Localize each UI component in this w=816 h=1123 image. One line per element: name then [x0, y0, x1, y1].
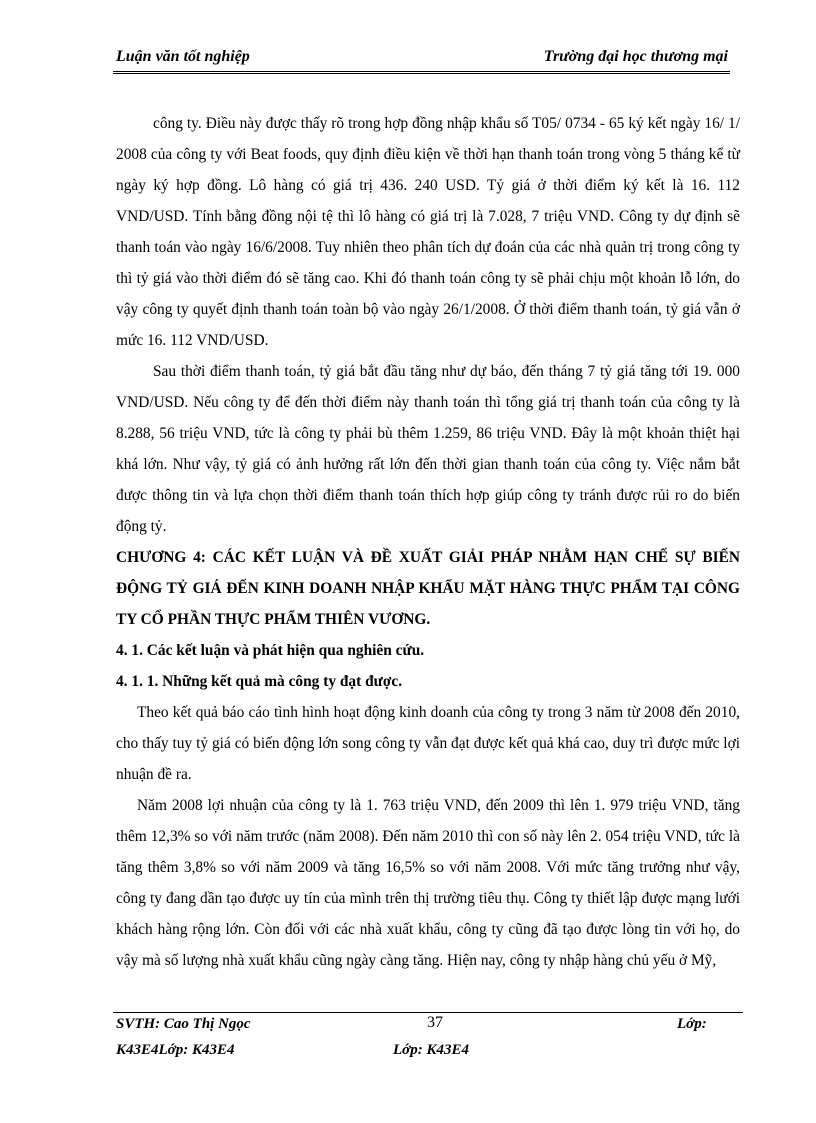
footer-divider [113, 1012, 743, 1013]
header-university: Trường đại học thương mại [543, 48, 728, 65]
section-heading-4-1: 4. 1. Các kết luận và phát hiện qua nghiên cứu. [116, 642, 425, 659]
header-thesis-title: Luận văn tốt nghiệp [116, 48, 250, 65]
footer-class-label: Lớp: [677, 1016, 707, 1032]
page-body [116, 108, 740, 976]
header-divider [113, 71, 730, 74]
page-number: 37 [427, 1014, 443, 1031]
footer-class-line: K43E4Lớp: K43E4 [116, 1042, 235, 1058]
paragraph-profit-growth: Năm 2008 lợi nhuận của công ty là 1. 763 triệu VND, đến 2009 thì lên 1. 979 triệu VND, tăng thêm 12,3% so với năm trước (năm 2008). Đến năm 2010 thì con số này lên 2. 054 triệu VND, tức là tăng thêm 3,8% so với năm 2009 và tăng 16,5% so với năm 2008. Với mức tăng trưởng như vậy, công ty đang dần tạo được uy tín của mình trên thị trường tiêu thụ. Công ty thiết lập được mạng lưới khách hàng rộng lớn. Còn đối với các nhà xuất khẩu, công ty cũng đã tạo được lòng tin với họ, do vậy mà số lượng nhà xuất khẩu cũng ngày càng tăng. Hiện nay, công ty nhập hàng chủ yếu ở Mỹ, [116, 797, 740, 969]
chapter-title: CHƯƠNG 4: CÁC KẾT LUẬN VÀ ĐỀ XUẤT GIẢI PHÁP NHẰM HẠN CHẾ SỰ BIẾN ĐỘNG TỶ GIÁ ĐẾN KINH DOANH NHẬP KHẨU MẶT HÀNG THỰC PHẨM TẠI CÔNG TY CỔ PHẦN THỰC PHẨM THIÊN VƯƠNG. [116, 549, 740, 628]
footer-class-line-2: Lớp: K43E4 [393, 1042, 469, 1058]
footer-student-name: SVTH: Cao Thị Ngọc [116, 1016, 251, 1032]
paragraph-contract-example: công ty. Điều này được thấy rõ trong hợp đồng nhập khẩu số T05/ 0734 - 65 ký kết ngày 16/ 1/ 2008 của công ty với Beat foods, quy định điều kiện về thời hạn thanh toán trong vòng 5 tháng kể từ ngày ký hợp đồng. Lô hàng có giá trị 436. 240 USD. Tỷ giá ở thời điểm ký kết là 16. 112 VND/USD. Tính bằng đồng nội tệ thì lô hàng có giá trị là 7.028, 7 triệu VND. Công ty dự định sẽ thanh toán vào ngày 16/6/2008. Tuy nhiên theo phân tích dự đoán của các nhà quản trị trong công ty thì tỷ giá vào thời điểm đó sẽ tăng cao. Khi đó thanh toán công ty sẽ phải chịu một khoản lỗ lớn, do vậy công ty quyết định thanh toán toàn bộ vào ngày 26/1/2008. Ở thời điểm thanh toán, tỷ giá vẫn ở mức 16. 112 VND/USD. [116, 115, 740, 349]
page-header [116, 48, 728, 70]
paragraph-after-payment: Sau thời điểm thanh toán, tỷ giá bắt đầu tăng như dự báo, đến tháng 7 tỷ giá tăng tới 19. 000 VND/USD. Nếu công ty để đến thời điểm này thanh toán thì tổng giá trị thanh toán của công ty là 8.288, 56 triệu VND, tức là công ty phải bù thêm 1.259, 86 triệu VND. Đây là một khoản thiệt hại khá lớn. Như vậy, tỷ giá có ảnh hưởng rất lớn đến thời gian thanh toán của công ty. Việc nắm bắt được thông tin và lựa chọn thời điểm thanh toán thích hợp giúp công ty tránh được rủi ro do biến động tỷ. [116, 363, 740, 535]
paragraph-results-overview: Theo kết quả báo cáo tình hình hoạt động kinh doanh của công ty trong 3 năm từ 2008 đến 2010, cho thấy tuy tỷ giá có biến động lớn song công ty vẫn đạt được kết quả khá cao, duy trì được mức lợi nhuận đề ra. [116, 704, 740, 783]
section-heading-4-1-1: 4. 1. 1. Những kết quả mà công ty đạt được. [116, 673, 403, 690]
